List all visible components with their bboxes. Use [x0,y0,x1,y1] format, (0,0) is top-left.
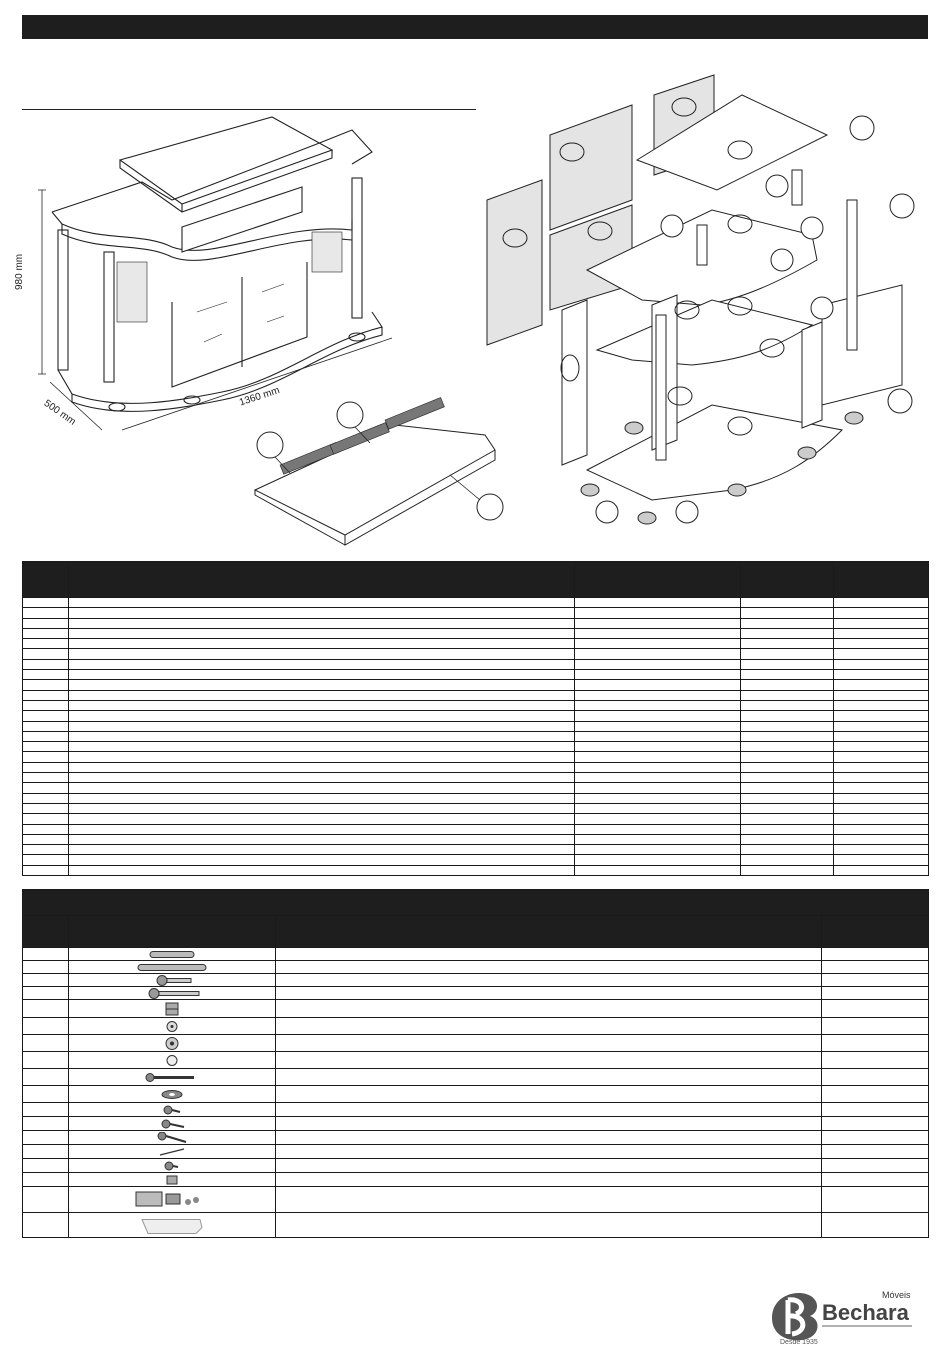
table-cell [23,608,69,618]
table-cell [69,834,575,844]
table-cell [23,618,69,628]
hardware-cell [822,1173,929,1187]
table-cell [69,814,575,824]
hardware-image-cell [69,1035,276,1052]
table-row [23,834,929,844]
table-row [23,814,929,824]
table-cell [575,649,741,659]
hardware-cell [822,961,929,974]
hardware-cell [276,1131,822,1145]
table-cell [23,670,69,680]
table-cell [741,742,834,752]
svg-text:Móveis: Móveis [882,1290,911,1300]
hardware-row [23,987,929,1000]
hardware-cell [276,1173,822,1187]
hardware-row [23,1069,929,1086]
hardware-image-cell [69,987,276,1000]
table-cell [834,628,929,638]
table-cell [834,752,929,762]
hardware-cell [822,1103,929,1117]
hardware-image-cell [69,1213,276,1238]
table-cell [69,628,575,638]
table-cell [741,711,834,721]
table-cell [69,752,575,762]
hardware-image-cell [69,1000,276,1018]
table-row [23,845,929,855]
table-row [23,773,929,783]
hardware-row [23,1000,929,1018]
table-cell [23,649,69,659]
hardware-image-cell [69,1187,276,1213]
hardware-image-cell [69,1018,276,1035]
hardware-cell [822,1086,929,1103]
large-screw-icon [127,1132,217,1144]
table-cell [834,773,929,783]
table-cell [741,598,834,608]
hardware-cell [822,1069,929,1086]
hardware-cell [276,1117,822,1131]
table-cell [741,608,834,618]
table-cell [69,762,575,772]
table-row [23,649,929,659]
table-cell [834,803,929,813]
table-cell [834,845,929,855]
table-cell [741,855,834,865]
hardware-cell [822,948,929,961]
hardware-cell [23,974,69,987]
hardware-cell [23,948,69,961]
hardware-cell [276,1035,822,1052]
hardware-cell [23,1213,69,1238]
table-cell [575,659,741,669]
table-cell [834,659,929,669]
table-cell [741,680,834,690]
hardware-image-cell [69,1052,276,1069]
table-cell [23,824,69,834]
hardware-cell [276,1213,822,1238]
hardware-image-cell [69,1103,276,1117]
table-row [23,752,929,762]
table-row [23,865,929,875]
table-row [23,855,929,865]
hardware-cell [23,1086,69,1103]
table-row [23,783,929,793]
table-cell [69,773,575,783]
table-cell [741,639,834,649]
hardware-cell [23,1187,69,1213]
table-cell [69,598,575,608]
hardware-cell [822,1213,929,1238]
hardware-cell [276,1000,822,1018]
table-cell [23,731,69,741]
cam-connector-icon [127,1001,217,1017]
table-cell [69,721,575,731]
hardware-cell [23,1052,69,1069]
parts-table [22,561,929,876]
table-cell [741,700,834,710]
hardware-cell [23,1131,69,1145]
table-row [23,731,929,741]
table-cell [23,783,69,793]
table-cell [575,855,741,865]
hardware-row [23,1035,929,1052]
table-cell [834,762,929,772]
assembled-furniture-drawing [22,112,482,432]
depth-dimension-label: 500 mm [41,398,78,428]
bechara-logo [762,1282,922,1346]
table-cell [834,639,929,649]
hardware-cell [276,1187,822,1213]
table-cell [23,834,69,844]
hardware-cell [822,1159,929,1173]
table-cell [23,690,69,700]
table-cell [834,865,929,875]
nail-icon [127,1146,217,1158]
table-cell [69,608,575,618]
table-cell [69,639,575,649]
table-cell [69,845,575,855]
hardware-cell [23,1103,69,1117]
table-cell [834,690,929,700]
table-cell [834,731,929,741]
hardware-cell [822,987,929,1000]
table-cell [69,659,575,669]
table-cell [834,721,929,731]
hardware-image-cell [69,1159,276,1173]
hardware-image-cell [69,948,276,961]
table-cell [23,680,69,690]
table-cell [23,659,69,669]
hardware-row [23,1145,929,1159]
hardware-cell [822,1117,929,1131]
table-cell [834,700,929,710]
hardware-cell [276,948,822,961]
table-cell [69,742,575,752]
table-cell [23,742,69,752]
table-row [23,618,929,628]
table-cell [834,680,929,690]
table-cell [69,670,575,680]
parts-col-description [69,562,575,598]
table-cell [741,793,834,803]
hardware-cell [23,1117,69,1131]
table-row [23,700,929,710]
bumper-icon [127,1053,217,1068]
long-minifix-bolt-icon [127,988,217,999]
table-cell [834,670,929,680]
table-cell [23,845,69,855]
table-cell [834,649,929,659]
parts-table-body [23,598,929,876]
table-cell [69,700,575,710]
hardware-row [23,961,929,974]
parts-col-number [23,562,69,598]
hardware-cell [23,1035,69,1052]
table-cell [575,834,741,844]
table-cell [23,803,69,813]
hardware-cell [822,1052,929,1069]
table-cell [23,814,69,824]
hardware-cell [822,1187,929,1213]
hardware-cell [822,974,929,987]
hardware-row [23,974,929,987]
table-row [23,670,929,680]
table-cell [741,814,834,824]
table-cell [575,773,741,783]
hardware-row [23,1018,929,1035]
table-cell [575,814,741,824]
hardware-row [23,1159,929,1173]
hardware-row [23,1213,929,1238]
shelf-support-icon [127,1019,217,1034]
section-divider [22,109,476,110]
table-cell [575,628,741,638]
table-cell [575,731,741,741]
table-cell [575,824,741,834]
table-cell [834,608,929,618]
hardware-cell [822,1145,929,1159]
title-bar [22,15,928,39]
hardware-col-quantity [822,916,929,948]
table-cell [69,731,575,741]
hardware-cell [23,1018,69,1035]
long-dowel-icon [127,962,217,973]
table-row [23,824,929,834]
medium-screw-icon [127,1118,217,1130]
hardware-table [22,889,929,1238]
table-cell [741,762,834,772]
table-row [23,680,929,690]
table-cell [69,680,575,690]
hardware-row [23,1131,929,1145]
hardware-col-image [69,916,276,948]
table-cell [741,783,834,793]
table-row [23,690,929,700]
table-cell [69,793,575,803]
hardware-cell [276,1145,822,1159]
hardware-cell [276,961,822,974]
hardware-col-description [276,916,822,948]
table-cell [575,618,741,628]
table-cell [834,618,929,628]
table-cell [23,773,69,783]
table-row [23,721,929,731]
table-cell [575,598,741,608]
table-cell [741,824,834,834]
table-cell [834,793,929,803]
table-cell [575,670,741,680]
table-cell [575,742,741,752]
table-cell [575,793,741,803]
table-row [23,762,929,772]
table-cell [23,762,69,772]
hardware-cell [276,1103,822,1117]
table-cell [575,762,741,772]
table-cell [575,721,741,731]
hardware-image-cell [69,1086,276,1103]
round-support-icon [127,1036,217,1051]
table-cell [741,628,834,638]
table-cell [834,824,929,834]
svg-text:Bechara: Bechara [822,1300,909,1325]
table-cell [23,752,69,762]
table-cell [741,773,834,783]
hardware-cell [276,1069,822,1086]
table-cell [23,865,69,875]
hardware-image-cell [69,1131,276,1145]
table-cell [575,865,741,875]
hardware-cell [276,1159,822,1173]
table-cell [834,783,929,793]
minifix-bolt-icon [127,975,217,986]
hardware-cell [276,974,822,987]
table-row [23,628,929,638]
hardware-cell [23,1000,69,1018]
table-cell [834,814,929,824]
cd-rack-drawing [245,395,515,555]
table-cell [741,731,834,741]
hardware-col-number [23,916,69,948]
table-cell [69,690,575,700]
table-cell [69,649,575,659]
wood-dowel-icon [127,949,217,960]
table-row [23,742,929,752]
small-screw-icon [127,1104,217,1116]
hardware-cell [23,987,69,1000]
table-cell [575,803,741,813]
hardware-cell [23,1173,69,1187]
table-cell [741,721,834,731]
table-cell [741,752,834,762]
hardware-row [23,1086,929,1103]
table-cell [69,618,575,628]
table-cell [741,618,834,628]
washer-icon [127,1087,217,1102]
table-cell [575,711,741,721]
parts-col-dimensions [575,562,741,598]
table-cell [741,649,834,659]
table-row [23,639,929,649]
hardware-title-bar [23,890,929,916]
table-cell [575,752,741,762]
hardware-cell [276,1086,822,1103]
hardware-row [23,948,929,961]
table-cell [69,803,575,813]
exploded-view-drawing [482,60,932,535]
hardware-cell [276,987,822,1000]
hardware-cell [23,1145,69,1159]
table-cell [741,845,834,855]
hardware-row [23,1173,929,1187]
table-cell [575,783,741,793]
hardware-row [23,1117,929,1131]
hardware-image-cell [69,974,276,987]
hardware-image-cell [69,1117,276,1131]
table-cell [23,639,69,649]
handle-icon [127,1214,217,1237]
table-cell [69,824,575,834]
table-cell [575,639,741,649]
table-cell [69,711,575,721]
table-cell [69,855,575,865]
table-cell [23,711,69,721]
hardware-cell [23,961,69,974]
table-row [23,608,929,618]
table-cell [741,690,834,700]
table-cell [834,742,929,752]
width-dimension-label: 1360 mm [238,385,282,409]
table-cell [23,793,69,803]
hardware-cell [822,1035,929,1052]
hardware-cell [276,1018,822,1035]
table-cell [741,834,834,844]
parts-col-thickness [741,562,834,598]
hardware-cell [23,1159,69,1173]
table-cell [741,670,834,680]
table-cell [834,711,929,721]
table-cell [741,803,834,813]
table-cell [834,834,929,844]
hardware-cell [822,1131,929,1145]
table-cell [23,598,69,608]
hinge-kit-icon [127,1188,217,1212]
hardware-cell [822,1018,929,1035]
table-cell [69,865,575,875]
height-dimension-label: 980 mm [14,253,25,290]
table-cell [741,659,834,669]
table-cell [575,700,741,710]
hardware-cell [822,1000,929,1018]
table-cell [23,628,69,638]
short-screw-icon [127,1160,217,1172]
hardware-image-cell [69,961,276,974]
long-screw-icon [127,1070,217,1085]
table-row [23,659,929,669]
table-cell [23,855,69,865]
clip-icon [127,1174,217,1186]
table-cell [575,845,741,855]
hardware-cell [276,1052,822,1069]
table-row [23,803,929,813]
table-cell [834,855,929,865]
hardware-image-cell [69,1173,276,1187]
table-cell [23,700,69,710]
svg-text:Desde 1935: Desde 1935 [780,1339,818,1346]
hardware-row [23,1052,929,1069]
table-row [23,711,929,721]
table-cell [741,865,834,875]
table-cell [575,690,741,700]
hardware-row [23,1187,929,1213]
hardware-image-cell [69,1145,276,1159]
hardware-table-body [23,948,929,1238]
table-cell [575,608,741,618]
table-cell [834,598,929,608]
hardware-image-cell [69,1069,276,1086]
parts-col-quantity [834,562,929,598]
table-cell [23,721,69,731]
table-row [23,793,929,803]
hardware-cell [23,1069,69,1086]
table-cell [69,783,575,793]
table-cell [575,680,741,690]
table-row [23,598,929,608]
hardware-row [23,1103,929,1117]
